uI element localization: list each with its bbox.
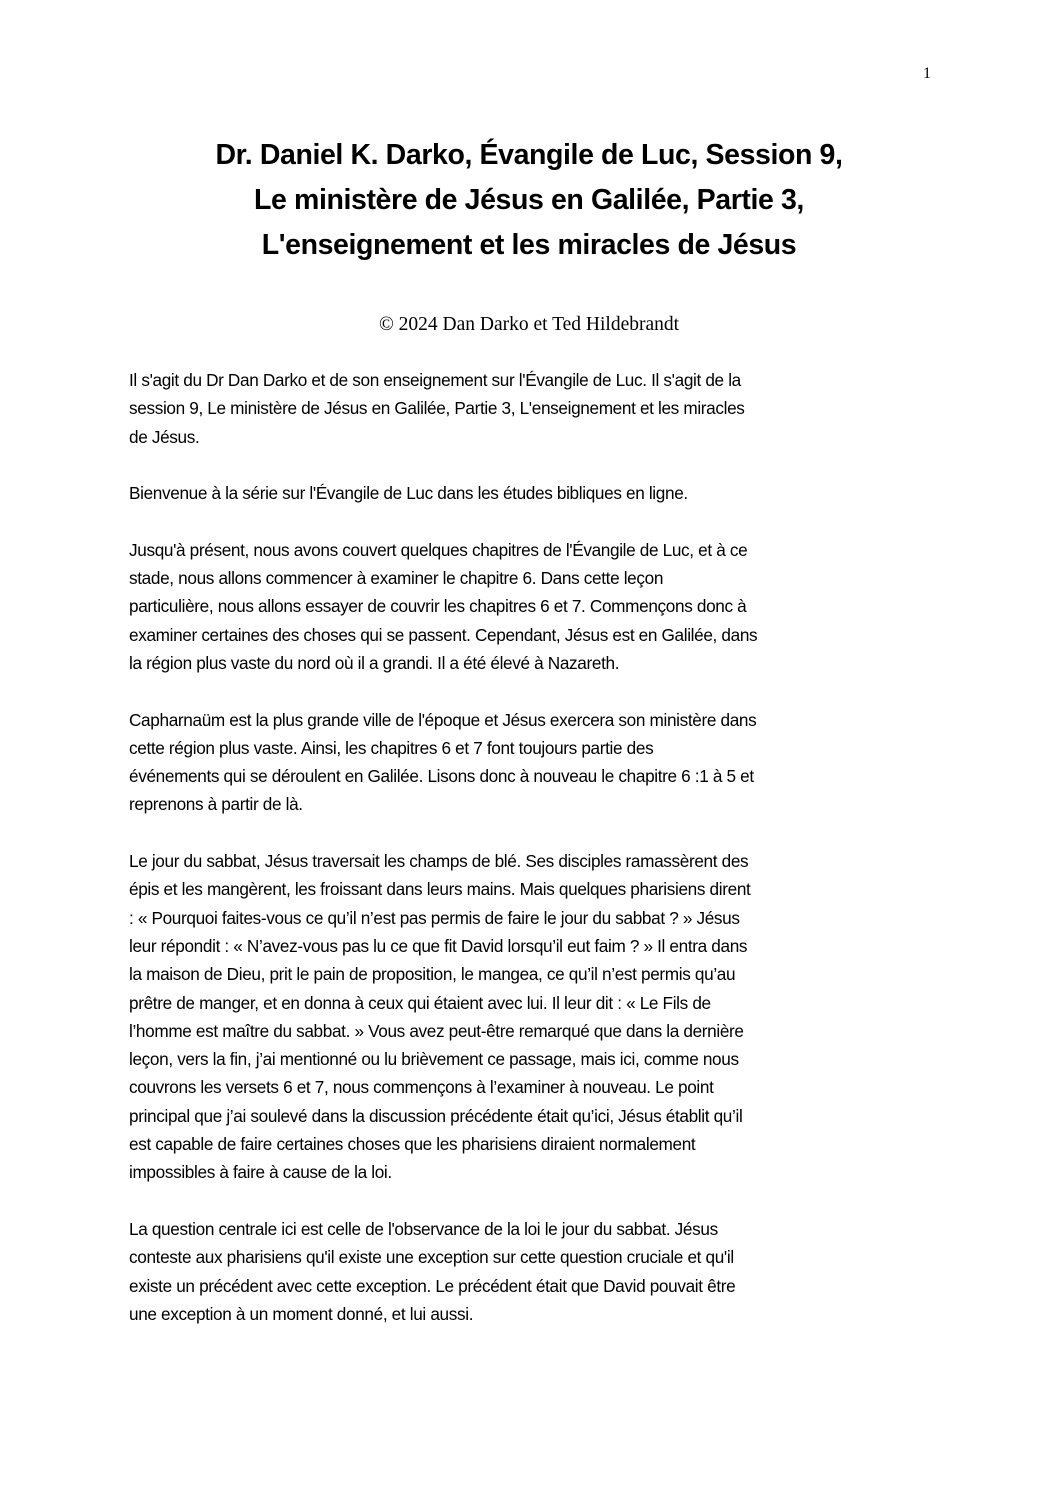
- text-line: reprenons à partir de là.: [129, 794, 303, 815]
- paragraph-overview: [129, 536, 939, 677]
- text-line: l’homme est maître du sabbat. » Vous avez peut-être remarqué que dans la dernière: [129, 1020, 744, 1041]
- paragraph-welcome: [129, 479, 939, 507]
- text-line: Jusqu'à présent, nous avons couvert quelques chapitres de l'Évangile de Luc, et à ce: [129, 539, 748, 560]
- page-number: 1: [923, 65, 931, 82]
- text-line: leur répondit : « N’avez-vous pas lu ce que fit David lorsqu’il eut faim ? » Il entra dans: [129, 935, 748, 956]
- text-line: stade, nous allons commencer à examiner le chapitre 6. Dans cette leçon: [129, 568, 664, 589]
- document-title: [100, 133, 958, 268]
- text-line: existe un précédent avec cette exception. Le précédent était que David pouvait être: [129, 1275, 736, 1296]
- text-line: Le jour du sabbat, Jésus traversait les champs de blé. Ses disciples ramassèrent des: [129, 851, 749, 872]
- text-line: La question centrale ici est celle de l'observance de la loi le jour du sabbat. Jésus: [129, 1218, 718, 1239]
- copyright-notice: © 2024 Dan Darko et Ted Hildebrandt: [378, 314, 680, 335]
- text-line: la région plus vaste du nord où il a grandi. Il a été élevé à Nazareth.: [129, 652, 620, 673]
- text-line: Capharnaüm est la plus grande ville de l'époque et Jésus exercera son ministère dans: [129, 709, 757, 730]
- paragraph-intro: [129, 366, 939, 451]
- text-line: la maison de Dieu, prit le pain de proposition, le mangea, ce qu’il n’est permis qu’au: [129, 964, 736, 985]
- text-line: particulière, nous allons essayer de couvrir les chapitres 6 et 7. Commençons donc à: [129, 596, 747, 617]
- text-line: de Jésus.: [129, 426, 200, 447]
- paragraph-capernaum: [129, 706, 939, 819]
- text-line: une exception à un moment donné, et lui aussi.: [129, 1303, 474, 1324]
- text-line: couvrons les versets 6 et 7, nous commençons à l’examiner à nouveau. Le point: [129, 1077, 714, 1098]
- text-line: événements qui se déroulent en Galilée. Lisons donc à nouveau le chapitre 6 :1 à 5 et: [129, 766, 754, 787]
- text-line: leçon, vers la fin, j’ai mentionné ou lu brièvement ce passage, mais ici, comme nous: [129, 1049, 739, 1070]
- title-line: Le ministère de Jésus en Galilée, Partie 3,: [254, 184, 804, 216]
- text-line: examiner certaines des choses qui se passent. Cependant, Jésus est en Galilée, dans: [129, 624, 758, 645]
- text-line: épis et les mangèrent, les froissant dans leurs mains. Mais quelques pharisiens dirent: [129, 879, 751, 900]
- document-body: [129, 366, 939, 1356]
- title-line: L'enseignement et les miracles de Jésus: [261, 229, 797, 261]
- text-line: impossibles à faire à cause de la loi.: [129, 1162, 392, 1183]
- text-line: session 9, Le ministère de Jésus en Galilée, Partie 3, L'enseignement et les miracles: [129, 398, 745, 419]
- text-line: est capable de faire certaines choses que les pharisiens diraient normalement: [129, 1134, 696, 1155]
- title-line: Dr. Daniel K. Darko, Évangile de Luc, Session 9,: [215, 139, 843, 171]
- text-line: conteste aux pharisiens qu'il existe une exception sur cette question cruciale et qu'il: [129, 1247, 734, 1268]
- paragraph-central-question: [129, 1215, 939, 1328]
- text-line: Bienvenue à la série sur l'Évangile de Luc dans les études bibliques en ligne.: [129, 483, 688, 504]
- text-line: prêtre de manger, et en donna à ceux qui étaient avec lui. Il leur dit : « Le Fils de: [129, 992, 711, 1013]
- text-line: principal que j’ai soulevé dans la discussion précédente était qu’ici, Jésus établit qu’il: [129, 1105, 743, 1126]
- text-line: cette région plus vaste. Ainsi, les chapitres 6 et 7 font toujours partie des: [129, 737, 654, 758]
- text-line: Il s'agit du Dr Dan Darko et de son enseignement sur l'Évangile de Luc. Il s'agit de la: [129, 370, 741, 390]
- paragraph-sabbath-passage: [129, 847, 939, 1187]
- text-line: : « Pourquoi faites-vous ce qu’il n’est pas permis de faire le jour du sabbat ? » Jésus: [129, 907, 740, 928]
